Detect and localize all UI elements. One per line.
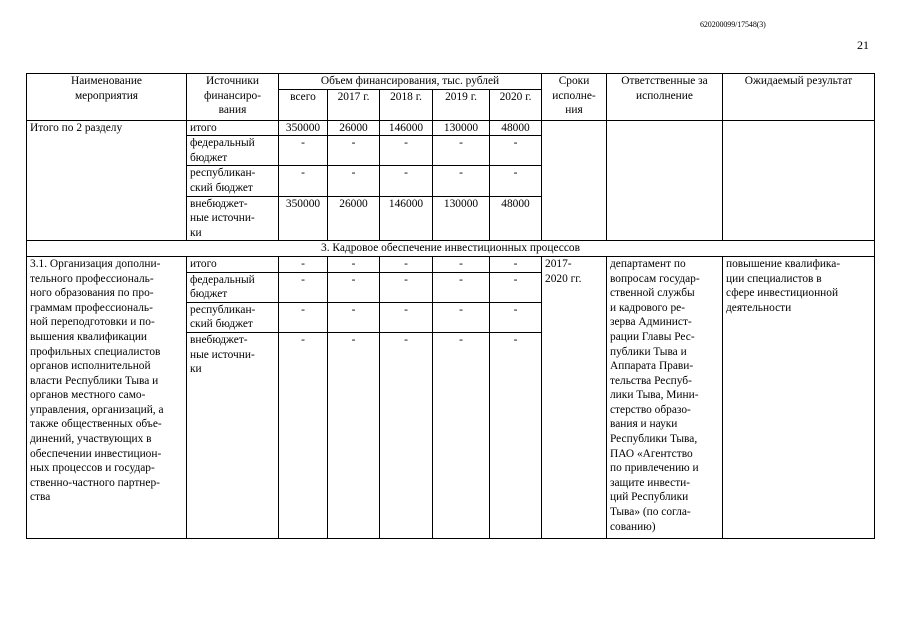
source-cell: федеральный бюджет [187,272,279,302]
value-2018: - [380,332,433,538]
activity-responsible: департамент по вопросам государ- ственной службы и кадрового ре- зерва Админист- рации Главы Рес- публики Тыва и Аппарата Прави- тельства Респуб- лики Тыва, Мини- стерство образо- вания и науки Республики Тыва, ПАО «Агентство по привлечению и защите инвести- ций Республики Тыва» (по согла- сованию) [607,256,723,538]
value-2017: - [328,302,380,332]
value-2019: - [433,302,490,332]
table-row [27,256,875,272]
section-heading-row [27,241,875,257]
value-2018: - [380,166,433,196]
value-2019: - [433,272,490,302]
value-2019: - [433,256,490,272]
source-cell: итого [187,120,279,136]
value-2018: 146000 [380,120,433,136]
value-total: - [279,302,328,332]
summary-title: Итого по 2 разделу [27,120,187,241]
value-2019: - [433,332,490,538]
activity-name: 3.1. Организация дополни- тельного профессиональ- ного образования по про- граммам профессиональ- ной переподготовки и по- вышения квалификации профильных специалистов органов исполнительной власти Республики Тыва и органов местного само- управления, организаций, а также общественных объе- динений, участвующих в обеспечении инвестицион- ных процессов и государ- ственно-частного партнер- ства [27,256,187,538]
document-id: 620200099/17548(3) [700,20,766,29]
value-total: - [279,256,328,272]
value-2019: - [433,136,490,166]
value-2020: 48000 [490,120,542,136]
header-responsible: Ответственные за исполнение [607,74,723,121]
source-cell: республикан- ский бюджет [187,166,279,196]
value-2018: - [380,302,433,332]
value-2018: - [380,136,433,166]
value-total: - [279,136,328,166]
value-2018: 146000 [380,196,433,241]
value-2017: - [328,272,380,302]
page-number: 21 [857,38,869,52]
value-2020: - [490,166,542,196]
financing-table [26,73,875,539]
value-2020: - [490,272,542,302]
header-2020: 2020 г. [490,89,542,120]
summary-result [723,120,875,241]
activity-terms: 2017- 2020 гг. [542,256,607,538]
value-2019: 130000 [433,120,490,136]
summary-terms [542,120,607,241]
value-2017: - [328,136,380,166]
value-total: - [279,272,328,302]
source-cell: республикан- ский бюджет [187,302,279,332]
source-cell: федеральный бюджет [187,136,279,166]
value-2018: - [380,272,433,302]
value-2017: - [328,256,380,272]
table-row [27,120,875,136]
value-2019: - [433,166,490,196]
value-2017: - [328,332,380,538]
value-total: 350000 [279,196,328,241]
value-2017: - [328,166,380,196]
value-total: - [279,332,328,538]
header-source: Источники финансиро- вания [187,74,279,121]
value-2020: - [490,136,542,166]
value-total: 350000 [279,120,328,136]
header-name: Наименование мероприятия [27,74,187,121]
header-terms: Сроки исполне- ния [542,74,607,121]
source-cell: итого [187,256,279,272]
value-2020: - [490,302,542,332]
section-title: 3. Кадровое обеспечение инвестиционных процессов [27,241,875,257]
header-2019: 2019 г. [433,89,490,120]
header-total: всего [279,89,328,120]
value-2020: - [490,332,542,538]
summary-responsible [607,120,723,241]
value-2018: - [380,256,433,272]
header-volume-group: Объем финансирования, тыс. рублей [279,74,542,90]
value-2020: 48000 [490,196,542,241]
activity-result: повышение квалифика- ции специалистов в сфере инвестиционной деятельности [723,256,875,538]
source-cell: внебюджет- ные источни- ки [187,196,279,241]
header-2018: 2018 г. [380,89,433,120]
value-total: - [279,166,328,196]
header-2017: 2017 г. [328,89,380,120]
value-2017: 26000 [328,196,380,241]
source-cell: внебюджет- ные источни- ки [187,332,279,538]
value-2019: 130000 [433,196,490,241]
header-result: Ожидаемый результат [723,74,875,121]
header-row [27,74,875,90]
value-2020: - [490,256,542,272]
value-2017: 26000 [328,120,380,136]
